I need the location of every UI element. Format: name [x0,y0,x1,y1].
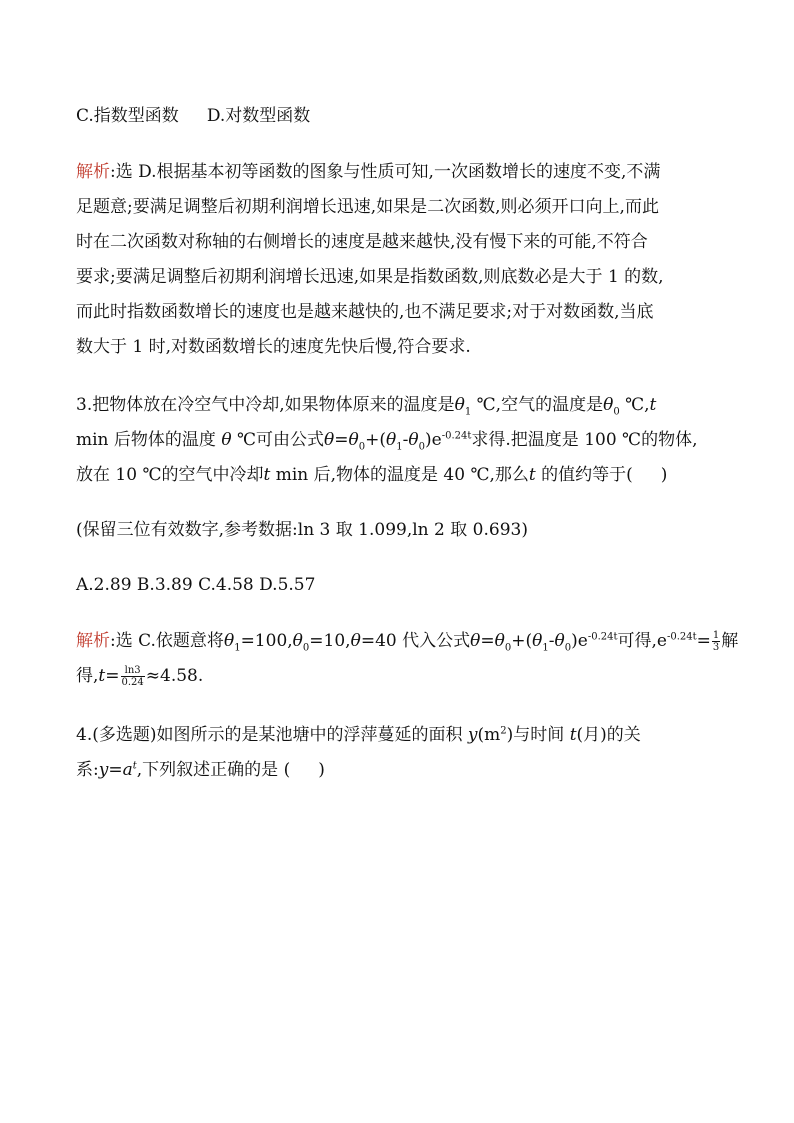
q3-stem-line-2 [76,428,736,452]
stem-text: 放在 10 ℃的空气中冷却 [76,465,264,485]
analysis-text: :选 C.依题意将 [110,631,224,651]
formula-eq: = [334,430,349,450]
q2-analysis-line-6: 数大于 1 时,对数函数增长的速度先快后慢,符合要求. [76,337,471,357]
stem-text: min 后,物体的温度是 40 ℃,那么 [270,465,529,485]
formula-theta: θ [350,631,361,651]
formula-theta: θ [324,430,335,450]
fraction-one-third [712,630,720,653]
analysis-label: 解析 [76,162,110,182]
formula-theta: θ [292,631,303,651]
answer-paren: ) [660,465,668,485]
stem-text: (月)的关 [576,725,641,745]
fraction-denominator: 3 [712,642,720,653]
subscript: 0 [613,406,620,418]
stem-text: 4.(多选题)如图所示的是某池塘中的浮萍蔓延的面积 [76,725,463,745]
analysis-text: =10, [309,631,351,651]
formula-op: - [402,430,409,450]
q2-analysis-line-5: 而此时指数函数增长的速度也是越来越快的,也不满足要求;对于对数函数,当底 [76,302,654,322]
q4-stem-line-1 [76,723,736,747]
formula-op: +( [511,631,533,651]
t-symbol: t [649,395,657,415]
formula-exponent: -0.24t [587,631,618,643]
t-symbol: t [528,465,536,485]
y-symbol: y [467,725,478,745]
stem-text: ℃,空气的温度是 [471,395,604,415]
theta-symbol: θ [603,395,614,415]
a-symbol: a [122,760,133,780]
answer-paren: ) [318,760,325,780]
formula-op: +( [365,430,387,450]
formula-op: )e [425,430,442,450]
fraction-numerator: ln3 [121,665,145,677]
formula-theta: θ [554,631,565,651]
stem-text: ,下列叙述正确的是 ( [136,760,291,780]
superscript: t [132,760,137,772]
subscript: 0 [302,642,310,654]
formula-theta: θ [532,631,543,651]
fraction-numerator: 1 [712,630,720,641]
formula-theta: θ [386,430,397,450]
analysis-text: 得, [76,666,99,686]
analysis-text: =100, [240,631,293,651]
stem-text: ℃, [619,395,650,415]
subscript: 0 [418,441,426,453]
stem-text: 的值约等于( [535,465,633,485]
analysis-text: ≈4.58. [145,666,204,686]
formula-exponent: -0.24t [666,631,697,643]
subscript: 0 [504,642,512,654]
q3-analysis-line-2 [76,664,736,688]
analysis-text: =40 代入公式 [360,631,471,651]
formula-eq: = [480,631,495,651]
q2-analysis-line-1 [76,160,736,184]
formula-theta: θ [223,631,235,651]
y-symbol: y [98,760,109,780]
stem-text: 3.把物体放在冷空气中冷却,如果物体原来的温度是 [76,395,455,415]
formula-theta: θ [408,430,419,450]
q2-analysis-line-4: 要求;要满足调整后初期利润增长迅速,如果是指数函数,则底数必是大于 1 的数, [76,267,664,287]
theta-symbol: θ [454,395,465,415]
option-c: C.指数型函数 [76,106,179,126]
t-symbol: t [569,725,577,745]
option-d: D.对数型函数 [206,106,311,126]
fraction-denominator: 0.24 [121,677,144,688]
analysis-label: 解析 [76,631,110,651]
t-symbol: t [98,666,106,686]
stem-text: ℃可由公式 [231,430,324,450]
analysis-text: :选 D.根据基本初等函数的图象与性质可知,一次函数增长的速度不变,不满 [110,162,661,182]
stem-text: 系: [76,760,99,780]
formula-eq: = [105,666,120,686]
subscript: 0 [358,441,366,453]
q3-options: A.2.89 B.3.89 C.4.58 D.5.57 [76,575,316,595]
q4-stem-line-2 [76,758,736,782]
stem-text: )与时间 [506,725,565,745]
q3-stem-line-3 [76,463,736,487]
subscript: 0 [564,642,572,654]
superscript: 2 [500,725,507,737]
fraction-ln3-over-024 [121,665,145,688]
formula-exponent: -0.24t [441,430,472,442]
subscript: 1 [464,406,472,418]
q2-analysis-line-3: 时在二次函数对称轴的右侧增长的速度是越来越快,没有慢下来的可能,不符合 [76,232,648,252]
subscript: 1 [396,441,403,453]
formula-theta: θ [470,631,481,651]
subscript: 1 [234,642,241,654]
q2-options-line [76,104,736,128]
analysis-text: 解 [721,631,739,651]
formula-eq: = [108,760,123,780]
stem-text: 求得.把温度是 100 ℃的物体, [471,430,698,450]
analysis-text: 可得,e [617,631,667,651]
formula-op: )e [571,631,588,651]
t-symbol: t [263,465,271,485]
q3-note: (保留三位有效数字,参考数据:ln 3 取 1.099,ln 2 取 0.693) [76,520,528,540]
theta-symbol: θ [221,430,232,450]
stem-text: min 后物体的温度 [76,430,216,450]
stem-text: (m [477,725,501,745]
q3-stem-line-1 [76,393,736,417]
formula-op: - [548,631,555,651]
q2-analysis-line-2: 足题意;要满足调整后初期利润增长迅速,如果是二次函数,则必须开口向上,而此 [76,197,659,217]
q3-analysis-line-1 [76,629,739,654]
formula-eq: = [696,631,711,651]
subscript: 1 [542,642,549,654]
formula-theta: θ [494,631,505,651]
formula-theta: θ [348,430,359,450]
